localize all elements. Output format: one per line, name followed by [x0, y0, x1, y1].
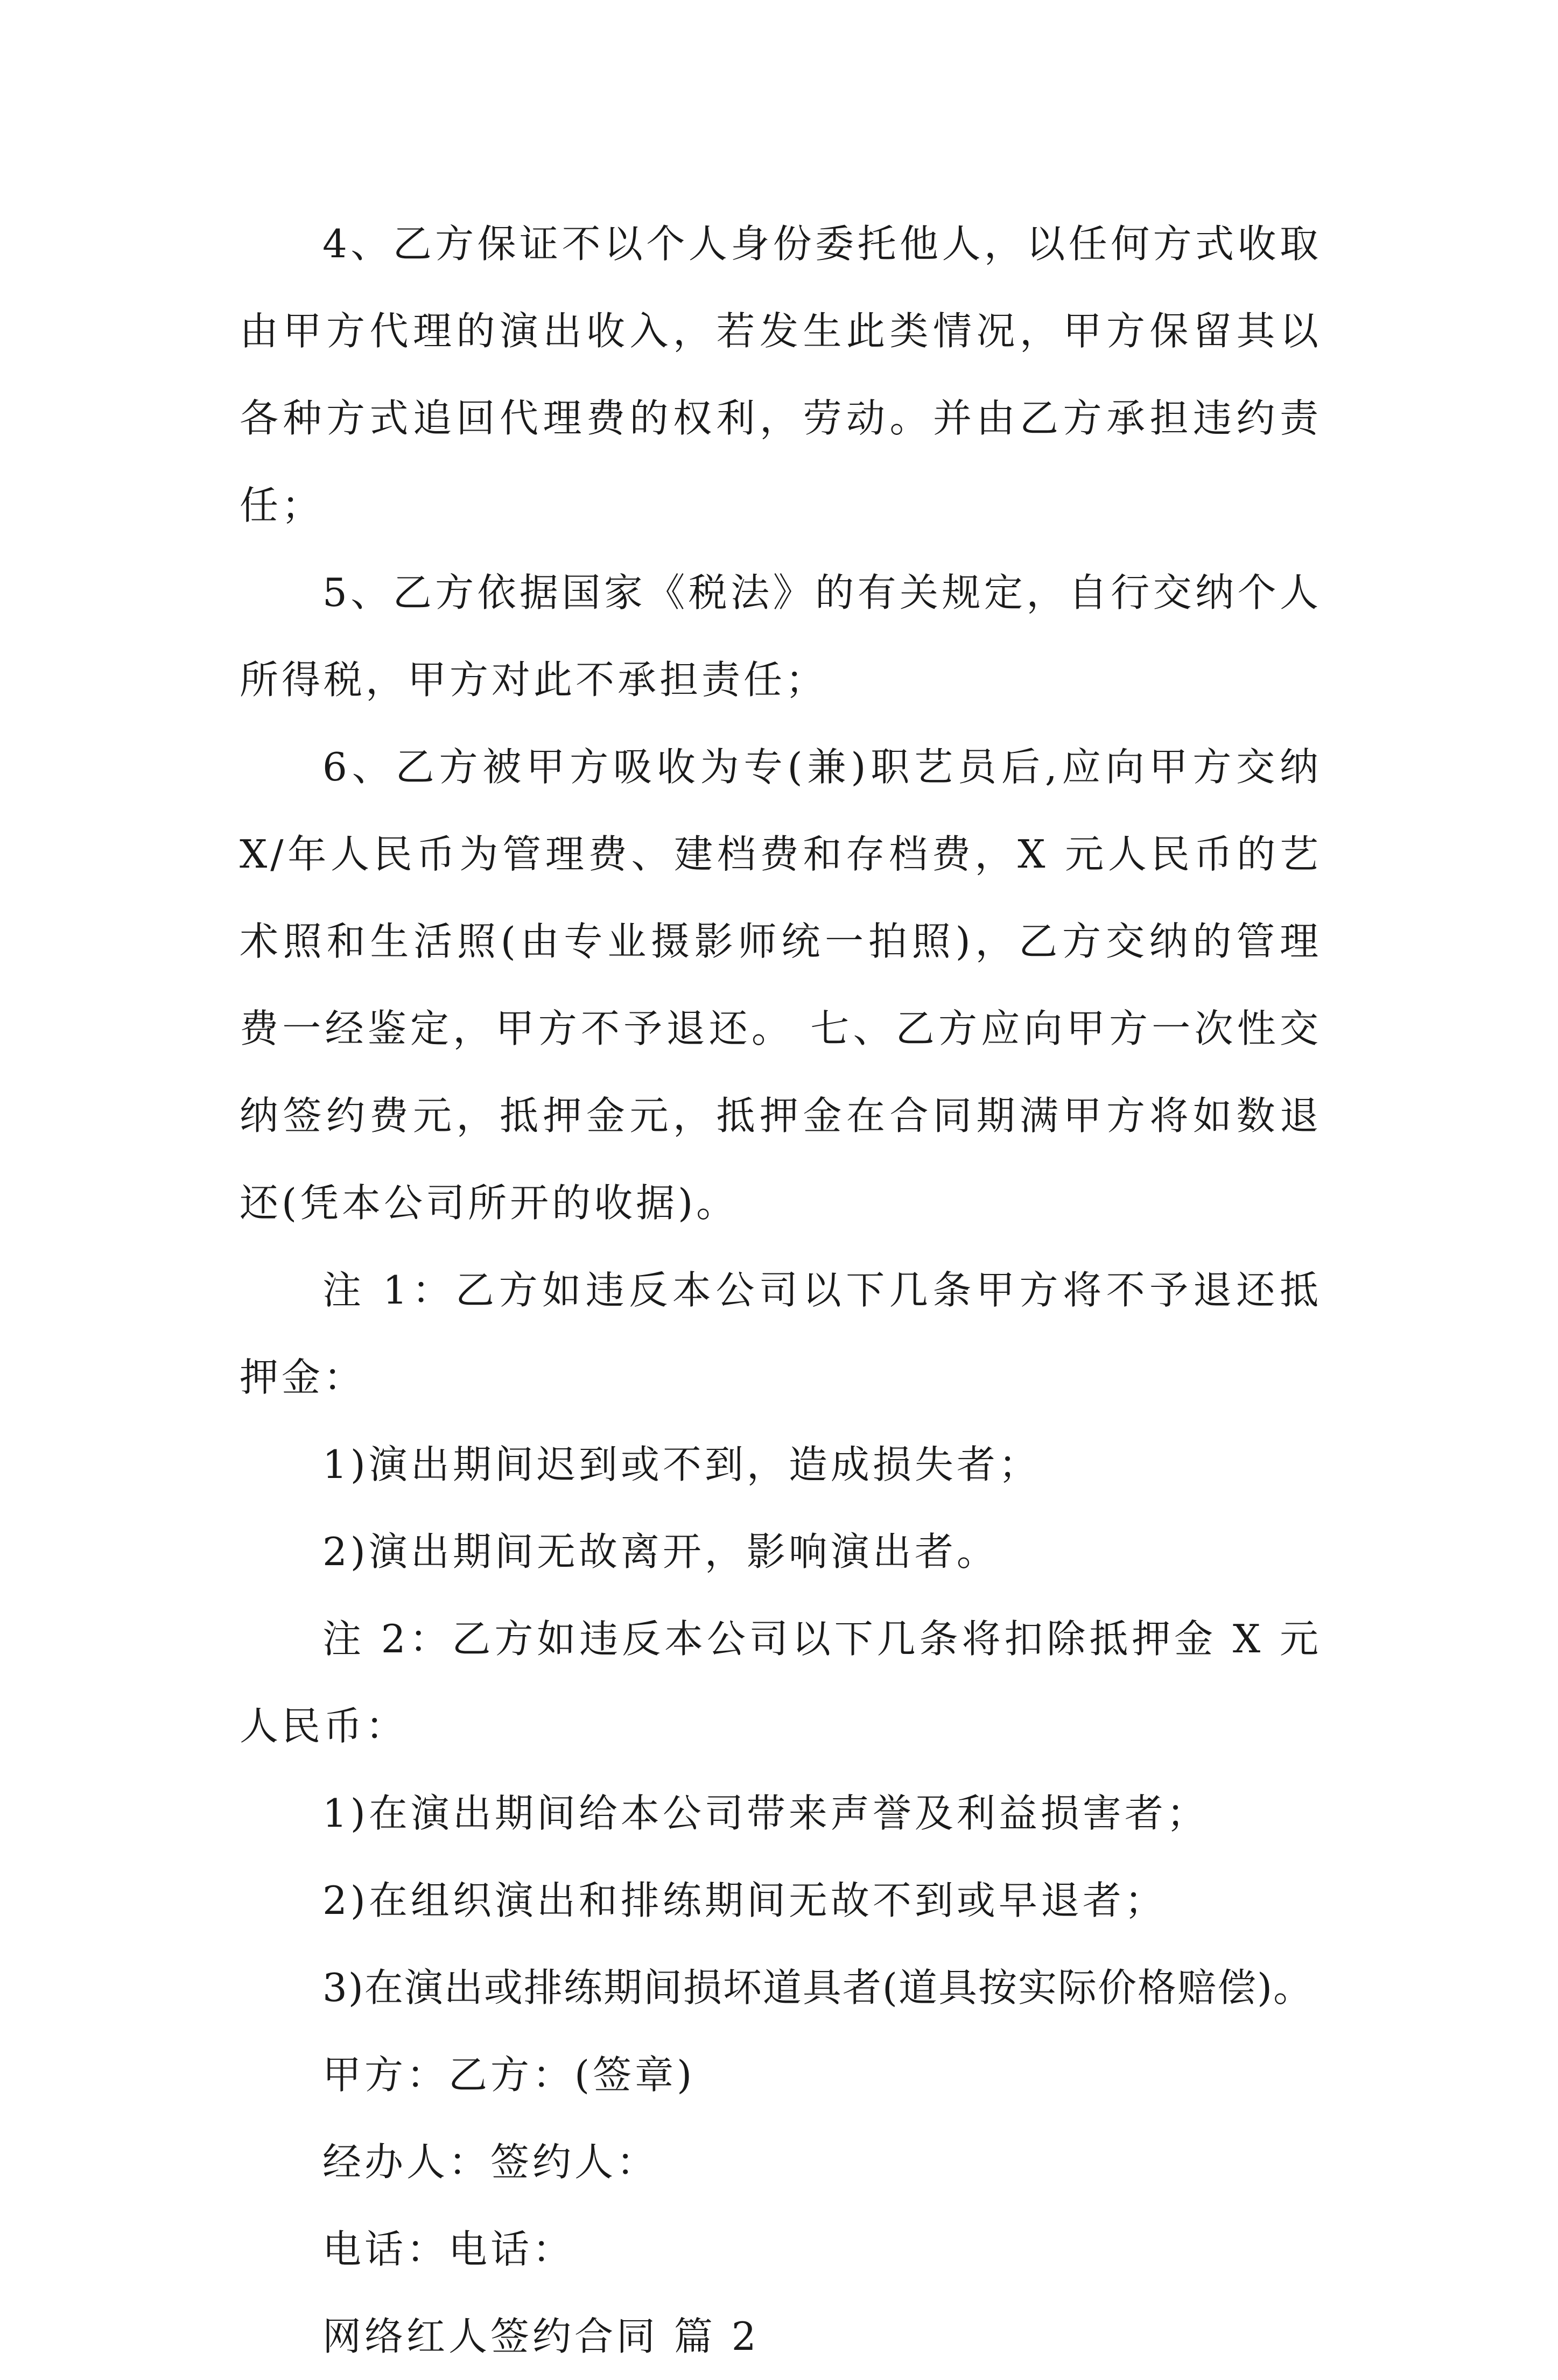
clause-4: 4、乙方保证不以个人身份委托他人，以任何方式收取由甲方代理的演出收入，若发生此类情况，甲方保留其以各种方式追回代理费的权利，劳动。并由乙方承担违约责任；: [240, 221, 1322, 528]
note-2: 注 2：乙方如违反本公司以下几条将扣除抵押金 X 元人民币：: [240, 1616, 1322, 1749]
note-2-item-1: 1)在演出期间给本公司带来声誉及利益损害者；: [322, 1791, 1209, 1836]
note-2-item-2: 2)在组织演出和排练期间无故不到或早退者；: [322, 1878, 1167, 1923]
document-body: [240, 200, 1322, 2380]
note-1-item-2: 2)演出期间无故离开，影响演出者。: [322, 1529, 999, 1574]
signature-agents: 经办人：签约人：: [322, 2139, 659, 2185]
clause-6: 6、乙方被甲方吸收为专(兼)职艺员后,应向甲方交纳 X/年人民币为管理费、建档费和存档费，X 元人民币的艺术照和生活照(由专业摄影师统一拍照)，乙方交纳的管理费一经鉴定，甲方不予退还。 七、乙方应向甲方一次性交纳签约费元，抵押金元，抵押金在合同期满甲方将如数退还(凭本公司所开的收据)。: [240, 744, 1322, 1226]
note-2-item-3: 3)在演出或排练期间损坏道具者(道具按实际价格赔偿)。: [322, 1965, 1314, 2010]
clause-5: 5、乙方依据国家《税法》的有关规定，自行交纳个人所得税，甲方对此不承担责任；: [240, 570, 1322, 702]
signature-parties: 甲方：乙方：(签章): [322, 2052, 696, 2097]
note-1: 注 1：乙方如违反本公司以下几条甲方将不予退还抵押金：: [240, 1268, 1322, 1400]
next-section-title: 网络红人签约合同 篇 2: [322, 2314, 760, 2359]
signature-phones: 电话：电话：: [322, 2227, 575, 2272]
note-1-item-1: 1)演出期间迟到或不到，造成损失者；: [322, 1442, 1041, 1487]
